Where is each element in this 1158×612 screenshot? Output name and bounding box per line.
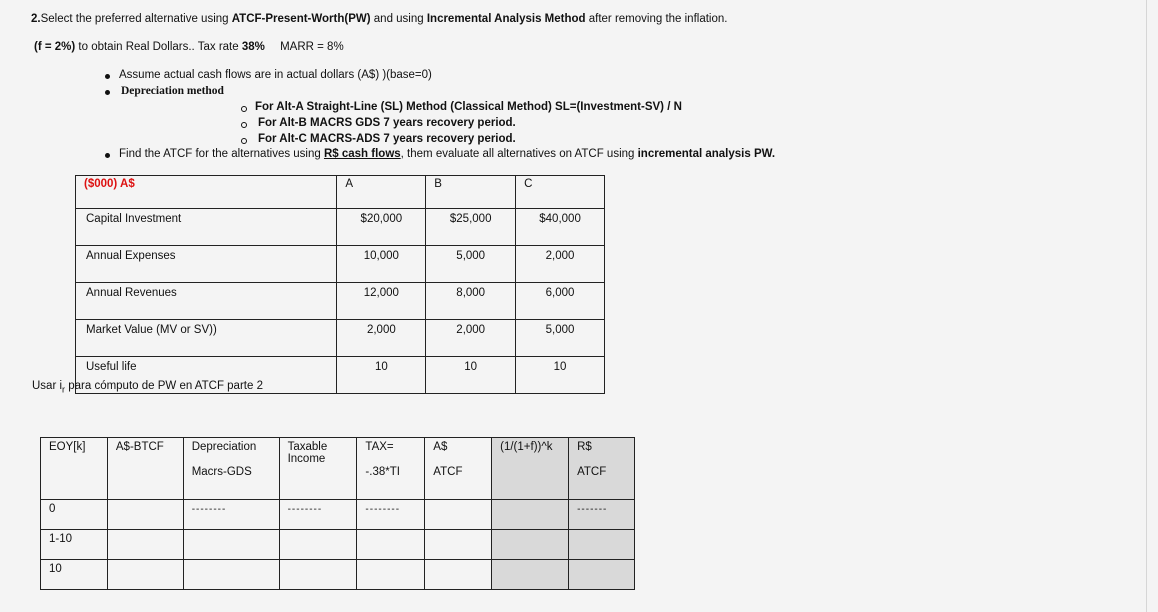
table-row bbox=[76, 320, 605, 357]
table-row bbox=[76, 209, 605, 246]
tax-rate: 38% bbox=[241, 41, 265, 53]
eoy-cell: 10 bbox=[41, 560, 108, 590]
alternatives-table bbox=[75, 175, 605, 394]
column-header-tax: TAX= -.38*TI bbox=[357, 438, 425, 500]
column-header-b: B bbox=[426, 176, 516, 209]
table-cell: 2,000 bbox=[337, 320, 426, 357]
table-header-row bbox=[76, 176, 605, 209]
subbullet-alt-a: For Alt-A Straight-Line (SL) Method (Classical Method) SL=(Investment-SV) / N bbox=[255, 101, 682, 113]
problem-number: 2. bbox=[31, 13, 41, 25]
table-cell: 12,000 bbox=[337, 283, 426, 320]
real-rate-note: Usar $i_r$ para cómputo de PW en ATCF parte 2 bbox=[32, 380, 263, 395]
column-header-depreciation: Depreciation Macrs-GDS bbox=[183, 438, 279, 500]
table-cell[interactable] bbox=[492, 560, 569, 590]
table-cell[interactable] bbox=[357, 530, 425, 560]
table-cell: 10 bbox=[426, 357, 516, 394]
subbullet-alt-b: For Alt-B MACRS GDS 7 years recovery period. bbox=[258, 117, 516, 129]
table-cell[interactable] bbox=[569, 560, 635, 590]
table-cell[interactable] bbox=[107, 530, 183, 560]
table-cell[interactable] bbox=[357, 560, 425, 590]
table-row bbox=[76, 246, 605, 283]
bullet-depreciation-method: Depreciation method bbox=[121, 85, 224, 97]
table-cell[interactable] bbox=[279, 560, 357, 590]
table-cell: $25,000 bbox=[426, 209, 516, 246]
column-header-as-atcf: A$ ATCF bbox=[425, 438, 492, 500]
bullet-assumption: Assume actual cash flows are in actual dollars (A$) )(base=0) bbox=[119, 69, 432, 81]
table-cell[interactable]: -------- bbox=[357, 500, 425, 530]
table-cell[interactable] bbox=[425, 560, 492, 590]
column-header-btcf: A$-BTCF bbox=[107, 438, 183, 500]
table-cell[interactable]: -------- bbox=[279, 500, 357, 530]
inflation-rate: (f = 2%) bbox=[34, 41, 76, 53]
table-cell: $40,000 bbox=[516, 209, 605, 246]
circle-bullet-icon bbox=[241, 106, 247, 112]
table-header-row bbox=[41, 438, 635, 500]
column-header-c: C bbox=[516, 176, 605, 209]
table-cell[interactable]: -------- bbox=[183, 500, 279, 530]
table-cell[interactable]: ------- bbox=[569, 500, 635, 530]
table-cell[interactable] bbox=[425, 530, 492, 560]
table-cell: 10,000 bbox=[337, 246, 426, 283]
units-header: ($000) A$ bbox=[76, 176, 337, 209]
table-row bbox=[41, 560, 635, 590]
atcf-worksheet-table bbox=[40, 437, 635, 590]
rs-cash-flows-text: R$ cash flows bbox=[323, 148, 401, 160]
table-cell[interactable] bbox=[107, 560, 183, 590]
row-label: Annual Expenses bbox=[76, 246, 337, 283]
row-label: Useful life bbox=[76, 357, 337, 394]
column-header-eoy: EOY[k] bbox=[41, 438, 108, 500]
table-cell[interactable] bbox=[183, 560, 279, 590]
problem-statement-line2: (f = 2%) to obtain Real Dollars.. Tax rate 38% MARR = 8% bbox=[34, 41, 344, 53]
table-cell[interactable] bbox=[569, 530, 635, 560]
table-cell: 6,000 bbox=[516, 283, 605, 320]
table-cell: 10 bbox=[337, 357, 426, 394]
table-cell[interactable] bbox=[492, 530, 569, 560]
problem-statement-line1: 2.Select the preferred alternative using ATCF-Present-Worth(PW) and using Incremental Analysis Method after removing the inflation. bbox=[31, 13, 728, 25]
row-label: Capital Investment bbox=[76, 209, 337, 246]
table-cell: 10 bbox=[516, 357, 605, 394]
eoy-cell: 1-10 bbox=[41, 530, 108, 560]
table-cell: 5,000 bbox=[426, 246, 516, 283]
circle-bullet-icon bbox=[241, 138, 247, 144]
column-header-taxable-income: Taxable Income bbox=[279, 438, 357, 500]
table-cell[interactable] bbox=[183, 530, 279, 560]
column-header-deflation-factor: (1/(1+f))^k bbox=[492, 438, 569, 500]
marr-value: MARR = 8% bbox=[280, 41, 344, 53]
eoy-cell: 0 bbox=[41, 500, 108, 530]
table-row bbox=[76, 283, 605, 320]
table-cell[interactable] bbox=[492, 500, 569, 530]
table-row bbox=[41, 530, 635, 560]
table-cell[interactable] bbox=[279, 530, 357, 560]
table-cell[interactable] bbox=[107, 500, 183, 530]
table-cell: 2,000 bbox=[426, 320, 516, 357]
column-header-a: A bbox=[337, 176, 426, 209]
table-cell: 2,000 bbox=[516, 246, 605, 283]
table-cell: $20,000 bbox=[337, 209, 426, 246]
bullet-icon bbox=[105, 74, 110, 79]
bullet-icon bbox=[105, 90, 110, 95]
bullet-icon bbox=[105, 153, 110, 158]
row-label: Annual Revenues bbox=[76, 283, 337, 320]
row-label: Market Value (MV or SV)) bbox=[76, 320, 337, 357]
subbullet-alt-c: For Alt-C MACRS-ADS 7 years recovery period. bbox=[258, 133, 516, 145]
table-cell: 8,000 bbox=[426, 283, 516, 320]
table-cell[interactable] bbox=[425, 500, 492, 530]
table-row bbox=[41, 500, 635, 530]
table-cell: 5,000 bbox=[516, 320, 605, 357]
circle-bullet-icon bbox=[241, 122, 247, 128]
bullet-find-atcf: Find the ATCF for the alternatives using R$ cash flows, them evaluate all alternatives on ATCF using incremental analysis PW. bbox=[119, 148, 776, 160]
column-header-rs-atcf: R$ ATCF bbox=[569, 438, 635, 500]
